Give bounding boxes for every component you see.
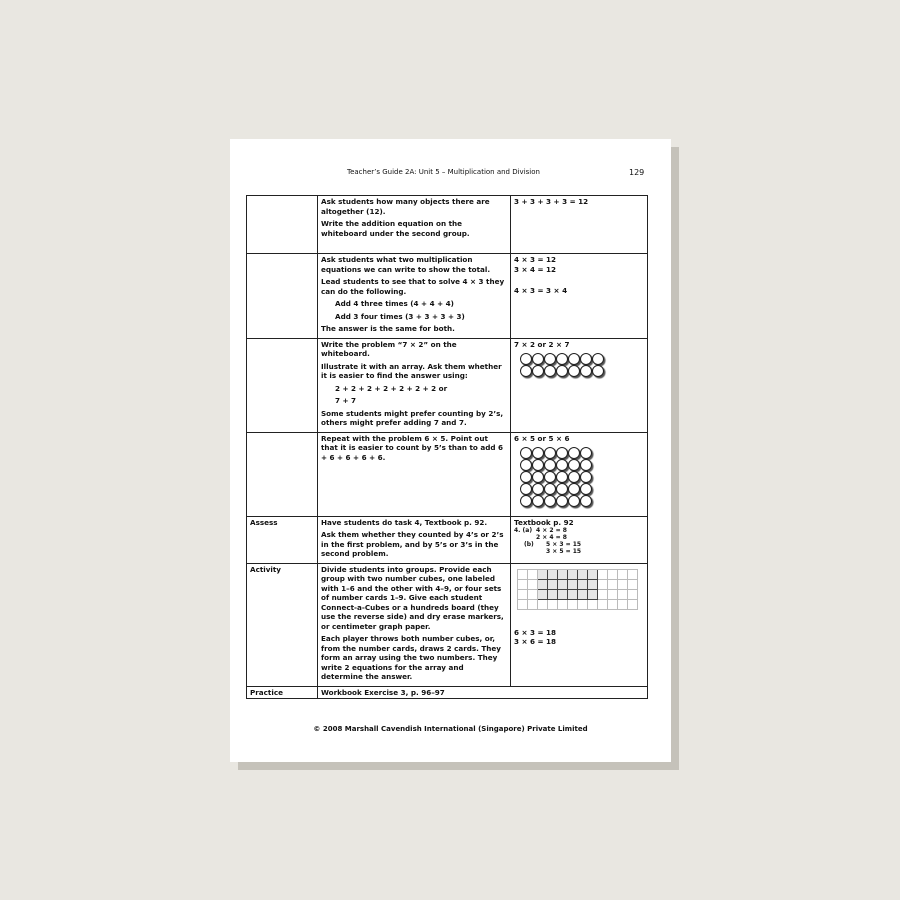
grid-cell xyxy=(518,570,528,580)
equation: 4 × 3 = 12 xyxy=(514,255,557,264)
equation: 5 × 3 = 15 xyxy=(546,541,582,548)
document-page xyxy=(230,139,671,762)
counter-circle xyxy=(580,495,592,507)
grid-cell xyxy=(608,590,618,600)
counter-circle xyxy=(520,495,532,507)
counter-circle xyxy=(532,483,544,495)
text: Repeat with the problem 6 × 5. Point out that it is easier to count by 5’s than to add 6 + 6 + 6 + 6 + 6. xyxy=(321,433,504,462)
counter-circle xyxy=(556,447,568,459)
table-row xyxy=(247,432,648,516)
grid-cell xyxy=(608,570,618,580)
table-row xyxy=(247,196,648,254)
text: Ask them whether they counted by 4’s or 2’s in the first problem, and by 5’s or 3’s in the second problem. xyxy=(321,530,504,558)
text: Write the problem “7 × 2” on the whiteboard. xyxy=(321,339,457,358)
counter-circle xyxy=(544,495,556,507)
equation: 7 × 2 or 2 × 7 xyxy=(514,339,570,349)
row-content xyxy=(318,563,511,686)
text: Illustrate it with an array. Ask them whether it is easier to find the answer using: xyxy=(321,361,502,380)
equation: 6 × 3 = 18 xyxy=(514,627,557,637)
grid-cell xyxy=(568,600,578,610)
row-content: Workbook Exercise 3, p. 96–97 xyxy=(318,686,648,699)
grid-cell xyxy=(528,590,538,600)
counter-circle xyxy=(556,353,568,365)
counter-circle xyxy=(532,471,544,483)
grid-cell xyxy=(598,570,608,580)
lesson-table xyxy=(246,195,648,699)
counter-circle xyxy=(556,459,568,471)
equation: 3 × 6 = 18 xyxy=(514,637,557,646)
answer-b xyxy=(514,541,644,555)
row-label xyxy=(247,254,318,339)
grid-cell xyxy=(578,600,588,610)
grid-cell xyxy=(548,580,558,590)
grid-cell xyxy=(538,590,548,600)
text: Divide students into groups. Provide each group with two number cubes, one labeled with 1–6 and the other with 4–9, or four sets of number cards 1–9. Give each student Connect-a-Cubes or a hundreds board (they use the reverse side) and dry erase markers, or centimeter graph paper. xyxy=(321,564,504,631)
row-content xyxy=(318,338,511,432)
counter-circle xyxy=(544,353,556,365)
counter-circle xyxy=(568,495,580,507)
label: (b) xyxy=(524,541,534,548)
text: The answer is the same for both. xyxy=(321,324,455,333)
grid-cell xyxy=(618,570,628,580)
counter-circle xyxy=(556,483,568,495)
counter-circle xyxy=(568,483,580,495)
counter-circle xyxy=(520,447,532,459)
counter-circle xyxy=(544,365,556,377)
counter-circle xyxy=(544,447,556,459)
row-side xyxy=(511,516,648,563)
row-side xyxy=(511,196,648,254)
row-side xyxy=(511,338,648,432)
grid-cell xyxy=(618,580,628,590)
grid-cell xyxy=(618,600,628,610)
counter-circle xyxy=(520,471,532,483)
label: 4. (a) xyxy=(514,527,533,534)
counter-circle xyxy=(580,447,592,459)
equation: 4 × 3 = 3 × 4 xyxy=(514,286,568,295)
grid-cell xyxy=(628,590,638,600)
counter-circle xyxy=(532,495,544,507)
counter-circle xyxy=(556,471,568,483)
grid-cell xyxy=(578,580,588,590)
text: Some students might prefer counting by 2’s, others might prefer adding 7 and 7. xyxy=(321,408,504,427)
counter-circle xyxy=(544,459,556,471)
counter-circle xyxy=(556,495,568,507)
counter-circle xyxy=(580,459,592,471)
grid-cell xyxy=(608,600,618,610)
grid-cell xyxy=(568,570,578,580)
text: Lead students to see that to solve 4 × 3 they can do the following. xyxy=(321,277,505,296)
counter-circle xyxy=(556,365,568,377)
row-label xyxy=(247,338,318,432)
row-label: Activity xyxy=(247,563,318,686)
text-part: . xyxy=(484,517,488,527)
counter-circle xyxy=(568,365,580,377)
text: 2 + 2 + 2 + 2 + 2 + 2 + 2 or xyxy=(335,383,448,393)
grid-cell xyxy=(598,580,608,590)
grid-cell xyxy=(598,590,608,600)
grid-cell xyxy=(568,580,578,590)
text: 7 + 7 xyxy=(335,396,357,405)
grid-cell xyxy=(588,570,598,580)
grid-cell xyxy=(518,580,528,590)
counter-circle xyxy=(520,365,532,377)
text: Write the addition equation on the whiteboard under the second group. xyxy=(321,219,470,238)
answer-lines xyxy=(536,527,567,541)
equation: 3 × 5 = 15 xyxy=(546,548,582,555)
grid-cell xyxy=(578,570,588,580)
text-part: Have students do xyxy=(321,517,395,527)
counter-circle xyxy=(544,471,556,483)
grid-cell xyxy=(608,580,618,590)
page-number: 129 xyxy=(629,168,645,177)
equation: 2 × 4 = 8 xyxy=(536,534,567,541)
text-strong: task 4, Textbook p. 92 xyxy=(394,517,485,527)
grid-cell xyxy=(628,580,638,590)
equation: Textbook p. 92 xyxy=(514,517,574,527)
counter-circle xyxy=(532,459,544,471)
counter-circle xyxy=(580,353,592,365)
grid-cell xyxy=(558,590,568,600)
grid-cell xyxy=(628,600,638,610)
counter-circle xyxy=(520,459,532,471)
counter-circle xyxy=(520,483,532,495)
grid-cell xyxy=(598,600,608,610)
grid-cell xyxy=(548,570,558,580)
counter-circle xyxy=(592,353,604,365)
answer-lines xyxy=(546,541,581,555)
counter-circle xyxy=(592,365,604,377)
counter-circle xyxy=(520,353,532,365)
header-title: Teacher’s Guide 2A: Unit 5 – Multiplication and Division xyxy=(347,168,540,176)
counter-circle xyxy=(580,483,592,495)
counter-circle xyxy=(568,353,580,365)
grid-cell xyxy=(558,580,568,590)
grid-cell xyxy=(578,590,588,600)
graph-paper-grid xyxy=(517,569,638,610)
grid-cell xyxy=(588,580,598,590)
counter-circle xyxy=(532,353,544,365)
row-content xyxy=(318,254,511,339)
equation: 4 × 2 = 8 xyxy=(536,527,567,534)
grid-cell xyxy=(528,580,538,590)
row-label xyxy=(247,196,318,254)
table-row xyxy=(247,338,648,432)
grid-cell xyxy=(528,570,538,580)
counter-circle xyxy=(544,483,556,495)
grid-cell xyxy=(518,590,528,600)
grid-cell xyxy=(568,590,578,600)
row-content xyxy=(318,432,511,516)
row-label xyxy=(247,432,318,516)
text: Ask students what two multiplication equations we can write to show the total. xyxy=(321,255,491,274)
copyright-footer: © 2008 Marshall Cavendish International (Singapore) Private Limited xyxy=(313,725,588,733)
grid-cell xyxy=(548,600,558,610)
grid-cell xyxy=(628,570,638,580)
grid-cell xyxy=(518,600,528,610)
equation: 3 × 4 = 12 xyxy=(514,264,557,274)
grid-cell xyxy=(538,600,548,610)
counter-circle xyxy=(580,365,592,377)
answer-a xyxy=(514,527,644,541)
grid-cell xyxy=(618,590,628,600)
text xyxy=(321,518,507,528)
row-side xyxy=(511,254,648,339)
row-side xyxy=(511,563,648,686)
text: Add 4 three times (4 + 4 + 4) xyxy=(335,299,454,308)
counter-circle xyxy=(568,459,580,471)
table-row xyxy=(247,254,648,339)
grid-cell xyxy=(588,600,598,610)
row-content xyxy=(318,196,511,254)
row-content xyxy=(318,516,511,563)
table-row xyxy=(247,516,648,563)
text: Ask students how many objects there are altogether (12). xyxy=(321,197,490,216)
text: Add 3 four times (3 + 3 + 3 + 3) xyxy=(335,311,465,321)
table-row xyxy=(247,686,648,699)
grid-cell xyxy=(558,570,568,580)
grid-cell xyxy=(548,590,558,600)
circle-array-7x2 xyxy=(520,353,644,377)
counter-circle xyxy=(568,447,580,459)
grid-cell xyxy=(538,570,548,580)
counter-circle xyxy=(532,447,544,459)
grid-cell xyxy=(588,590,598,600)
counter-circle xyxy=(580,471,592,483)
row-side xyxy=(511,432,648,516)
table-row xyxy=(247,563,648,686)
grid-cell xyxy=(528,600,538,610)
circle-array-6x5 xyxy=(520,447,644,507)
counter-circle xyxy=(568,471,580,483)
grid-cell xyxy=(538,580,548,590)
equation: 6 × 5 or 5 × 6 xyxy=(514,433,570,443)
row-label: Assess xyxy=(247,516,318,563)
text: Each player throws both number cubes, or, from the number cards, draws 2 cards. They form an array using the two numbers. They write 2 equations for the array and determine the answer. xyxy=(321,634,501,681)
row-label: Practice xyxy=(247,686,318,699)
counter-circle xyxy=(532,365,544,377)
equation: 3 + 3 + 3 + 3 = 12 xyxy=(514,197,589,206)
grid-cell xyxy=(558,600,568,610)
